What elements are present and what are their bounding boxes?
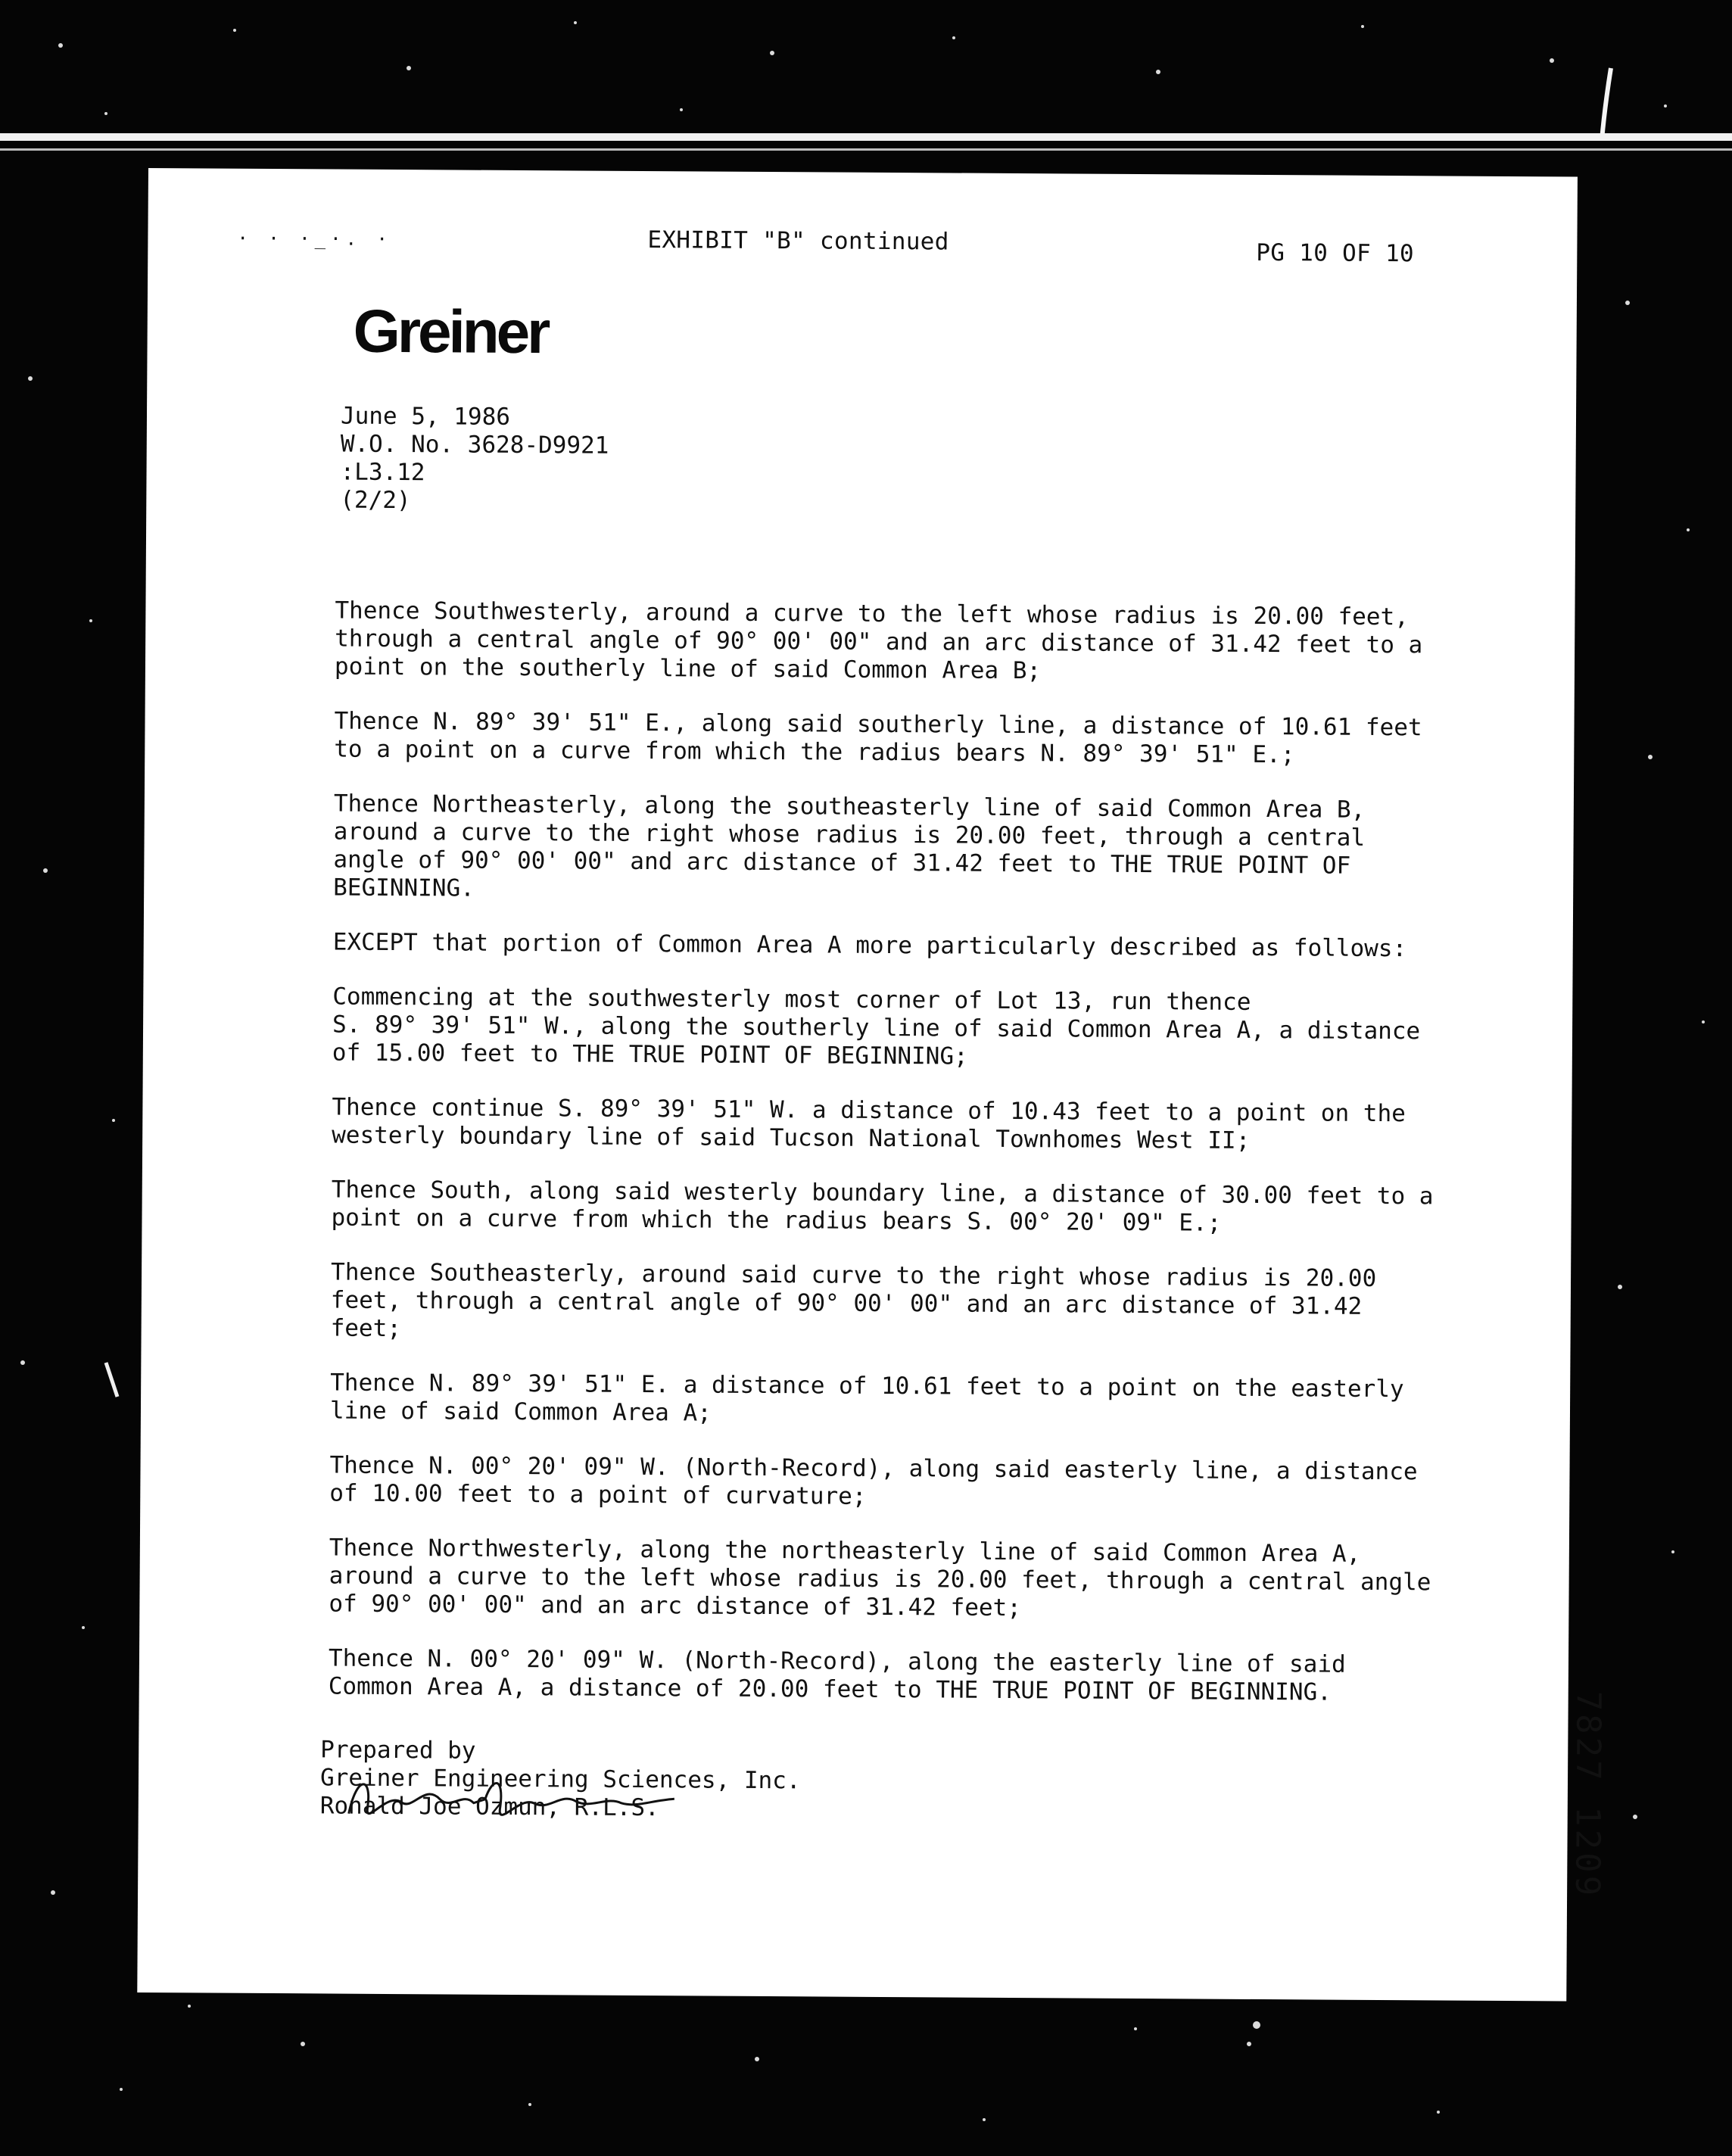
text-line: westerly boundary line of said Tucson National Townhomes West II; [332, 1121, 1251, 1154]
text-line: Thence N. 89° 39' 51" E., along said southerly line, a distance of 10.61 feet [334, 707, 1422, 742]
paragraph [333, 790, 1409, 909]
paragraph [333, 929, 1408, 964]
paragraph [329, 1534, 1431, 1625]
text-line: Thence Northwesterly, along the northeasterly line of said Common Area A, [329, 1534, 1361, 1568]
paragraph [331, 1259, 1406, 1350]
text-line: Thence Southeasterly, around said curve to the right whose radius is 20.00 [330, 1258, 1377, 1292]
paragraph [332, 983, 1421, 1074]
text-line: point on a curve from which the radius bears S. 00° 20' 09" E.; [331, 1204, 1222, 1237]
text-line: Thence Northeasterly, along the southeasterly line of said Common Area B, [333, 790, 1366, 824]
text-line: Thence N. 89° 39' 51" E. a distance of 10.61 feet to a point on the easterly [330, 1369, 1404, 1404]
greiner-logo: Greiner [353, 297, 548, 366]
text-line: point on the southerly line of said Common Area B; [334, 653, 1042, 685]
surveyor-name: Ronald Joe Ozmun, R.L.S. [319, 1792, 659, 1822]
paragraph [329, 1451, 1418, 1514]
text-line: of 10.00 feet to a point of curvature; [329, 1479, 867, 1510]
firm-name: Greiner Engineering Sciences, Inc. [319, 1764, 801, 1795]
document-header [340, 403, 609, 516]
paragraph [329, 1644, 1403, 1707]
scan-border-line [0, 133, 1732, 141]
paragraph [332, 1094, 1406, 1157]
paragraph [330, 1369, 1405, 1432]
text-line: of 15.00 feet to THE TRUE POINT OF BEGINNING; [332, 1039, 968, 1070]
text-line: EXCEPT that portion of Common Area A more particularly described as follows: [332, 928, 1407, 963]
handwritten-signature [341, 1768, 690, 1839]
text-line: Thence continue S. 89° 39' 51" W. a distance of 10.43 feet to a point on the [332, 1093, 1406, 1128]
text-line: angle of 90° 00' 00" and arc distance of 31.42 feet to THE TRUE POINT OF [333, 846, 1351, 880]
text-line: feet; [330, 1314, 402, 1343]
page-number: PG 10 OF 10 [1256, 238, 1415, 268]
text-line: Thence South, along said westerly boundary line, a distance of 30.00 feet to a [331, 1176, 1434, 1210]
exhibit-label: EXHIBIT "B" continued [647, 226, 949, 256]
legal-description-body [328, 597, 1434, 1734]
work-order-number: W.O. No. 3628-D9921 [340, 430, 609, 460]
text-line: line of said Common Area A; [329, 1397, 712, 1427]
recording-stamp-number: 7827 1209 [1568, 1690, 1608, 1899]
text-line: Commencing at the southwesterly most corner of Lot 13, run thence [332, 983, 1251, 1016]
text-line: S. 89° 39' 51" W., along the southerly line of said Common Area A, a distance [332, 1011, 1421, 1045]
text-line: Thence N. 00° 20' 09" W. (North-Record), along said easterly line, a distance [329, 1451, 1418, 1486]
paragraph [331, 1176, 1434, 1239]
text-line: feet, through a central angle of 90° 00' 00" and an arc distance of 31.42 [330, 1286, 1363, 1320]
text-line: to a point on a curve from which the radius bears N. 89° 39' 51" E.; [334, 735, 1295, 769]
document-page [137, 168, 1608, 2001]
paragraph [334, 707, 1422, 771]
document-date: June 5, 1986 [340, 402, 511, 431]
paragraph [334, 597, 1423, 688]
prepared-by-label: Prepared by [320, 1736, 476, 1765]
part-indicator: (2/2) [340, 486, 411, 515]
text-line: around a curve to the left whose radius is 20.00 feet, through a central angle [329, 1562, 1431, 1597]
reference-code: :L3.12 [340, 458, 425, 487]
scan-border-line-thin [0, 148, 1732, 151]
text-line: of 90° 00' 00" and an arc distance of 31.42 feet; [329, 1590, 1022, 1622]
text-line: Thence Southwesterly, around a curve to the left whose radius is 20.00 feet, [335, 597, 1409, 631]
text-line: Common Area A, a distance of 20.00 feet to THE TRUE POINT OF BEGINNING. [328, 1672, 1332, 1706]
text-line: BEGINNING. [333, 874, 475, 902]
text-line: around a curve to the right whose radius is 20.00 feet, through a central [333, 818, 1366, 852]
text-line: through a central angle of 90° 00' 00" and an arc distance of 31.42 feet to a [335, 625, 1423, 659]
text-line: Thence N. 00° 20' 09" W. (North-Record), along the easterly line of said [328, 1644, 1346, 1678]
corner-marks: · · ·_·. · [237, 227, 393, 250]
